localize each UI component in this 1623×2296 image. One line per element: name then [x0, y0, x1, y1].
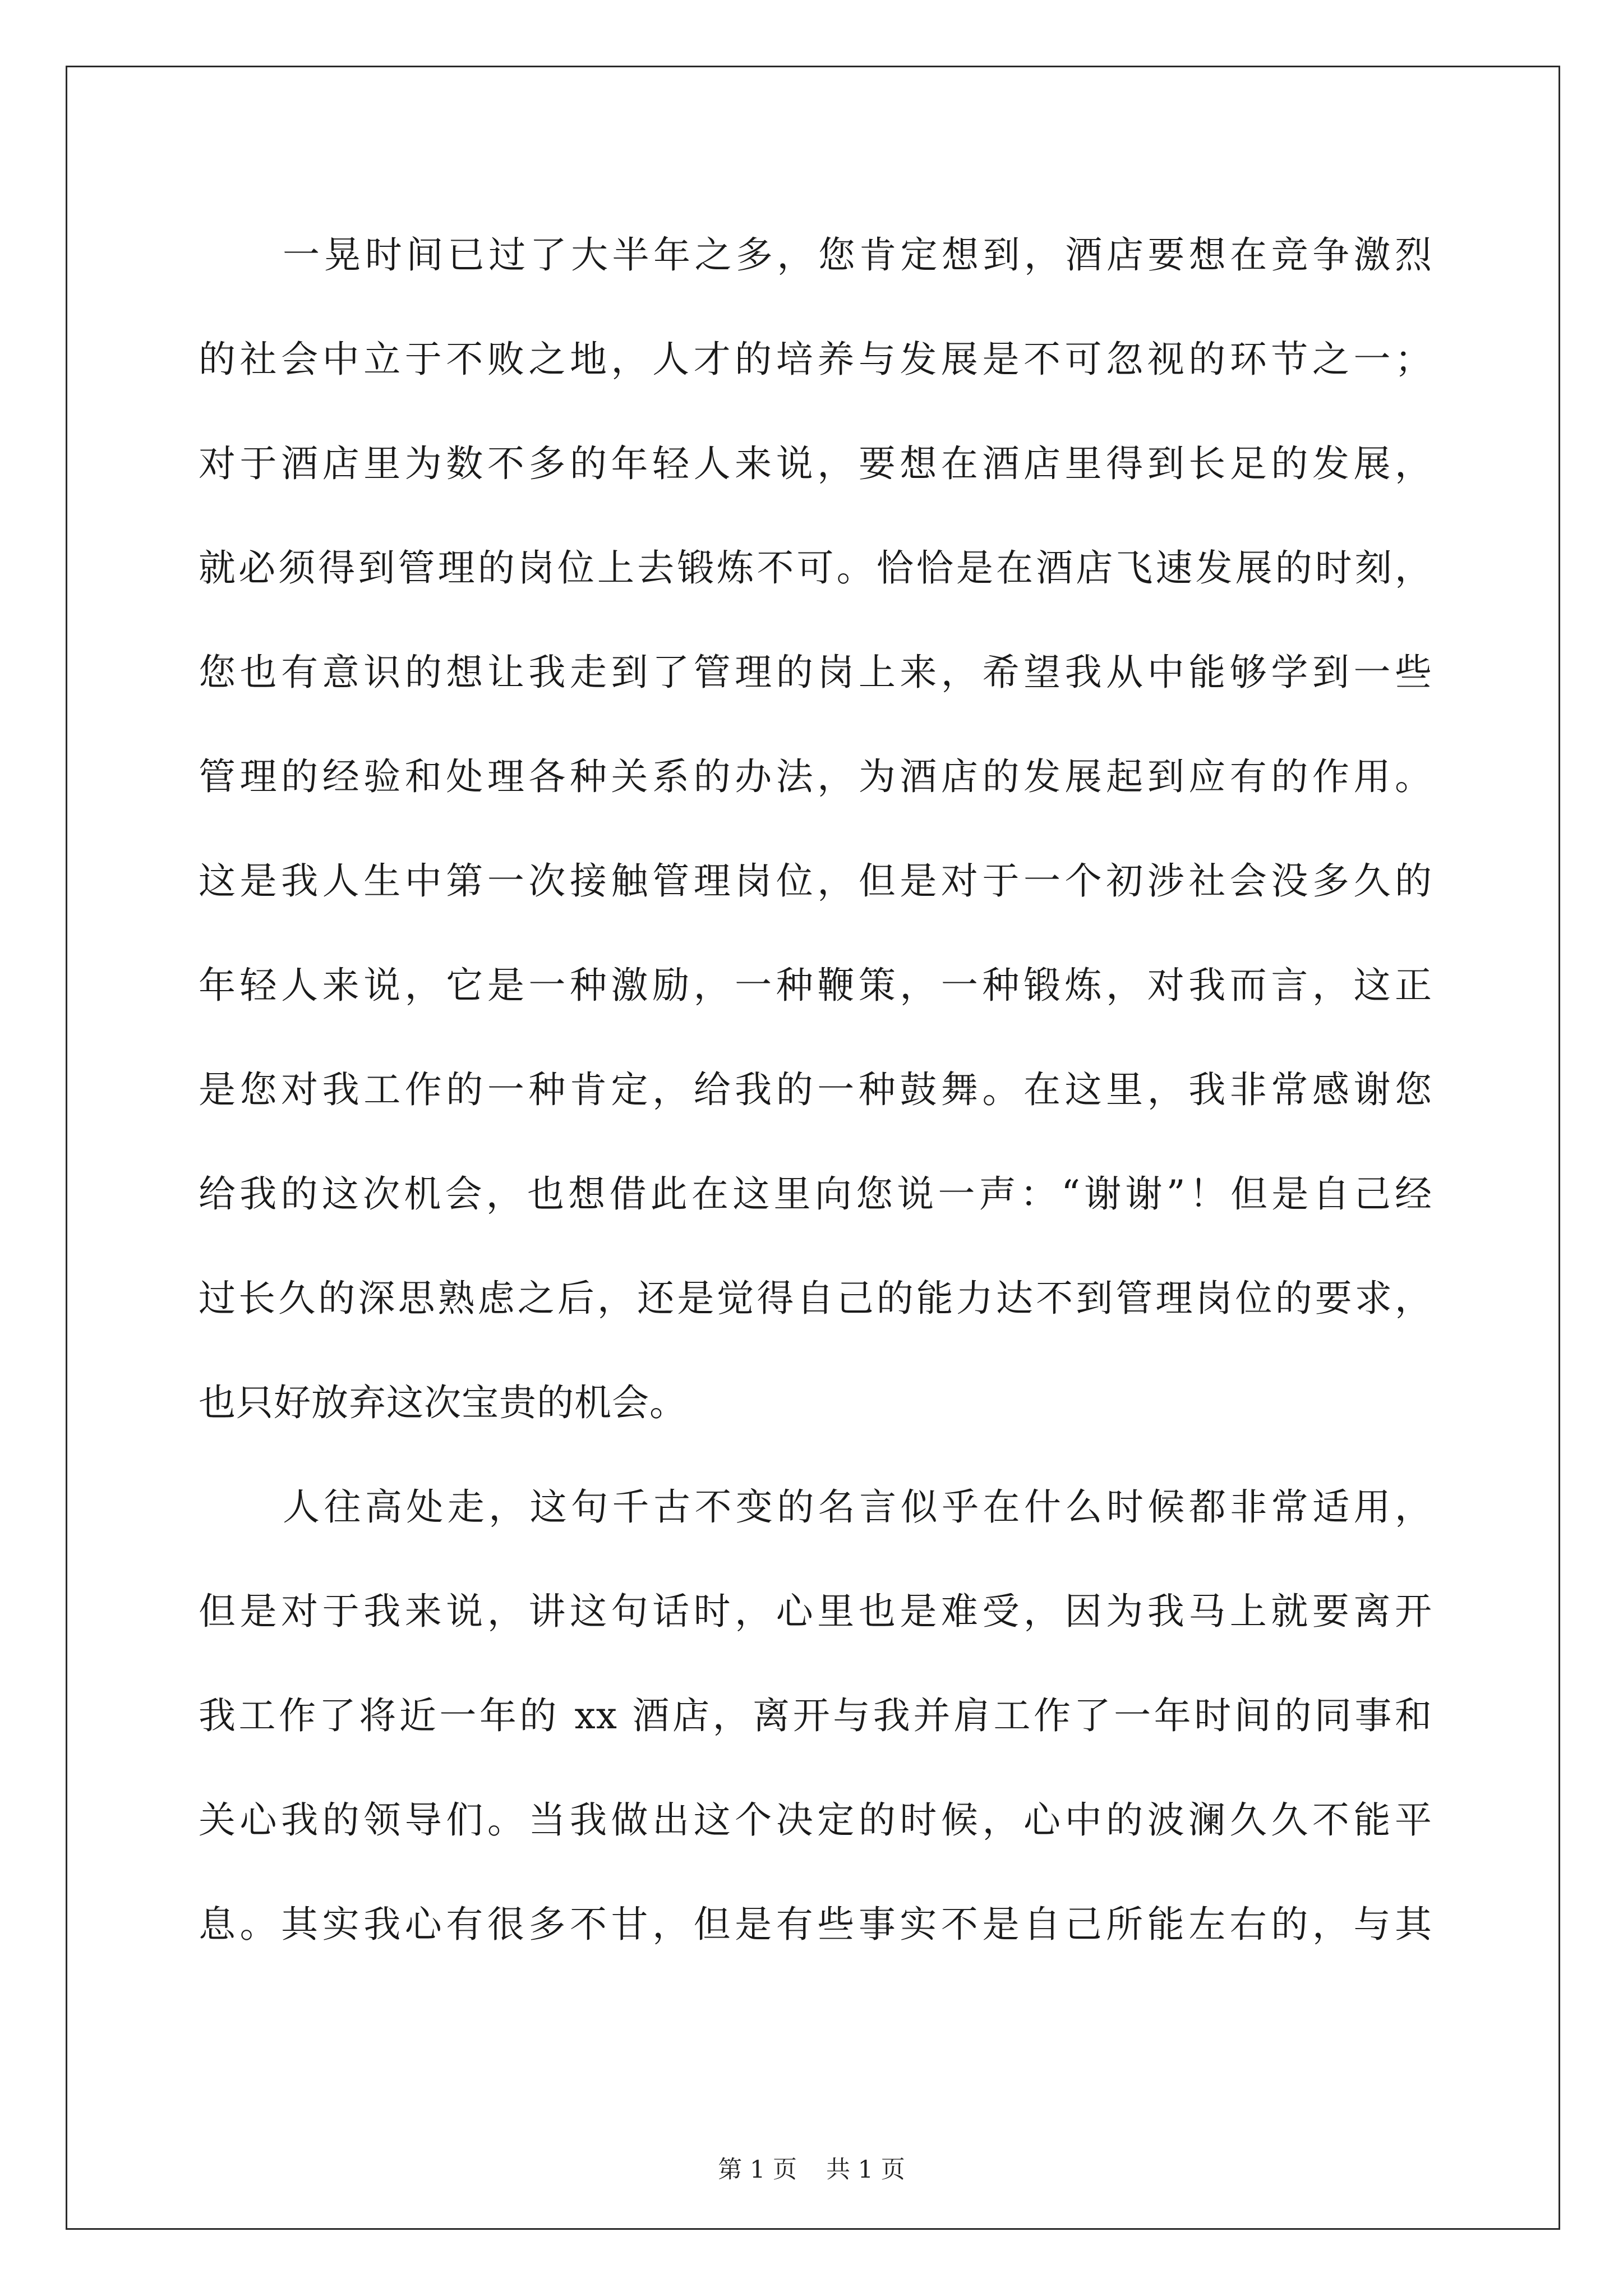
paragraph-line: 对于酒店里为数不多的年轻人来说，要想在酒店里得到长足的发展， [199, 442, 1432, 485]
paragraph-line: 一晃时间已过了大半年之多，您肯定想到，酒店要想在竞争激烈 [283, 233, 1432, 277]
paragraph-line: 息。其实我心有很多不甘，但是有些事实不是自己所能左右的，与其 [199, 1903, 1432, 1946]
paragraph-line: 年轻人来说，它是一种激励，一种鞭策，一种锻炼，对我而言，这正 [199, 964, 1432, 1007]
page-footer [0, 2153, 1623, 2187]
paragraph-line: 的社会中立于不败之地，人才的培养与发展是不可忽视的环节之一； [199, 338, 1432, 381]
paragraph-line: 人往高处走，这句千古不变的名言似乎在什么时候都非常适用， [283, 1485, 1432, 1529]
paragraph-line: 我工作了将近一年的 xx 酒店，离开与我并肩工作了一年时间的同事和 [199, 1694, 1432, 1737]
paragraph-line: 但是对于我来说，讲这句话时，心里也是难受，因为我马上就要离开 [199, 1590, 1432, 1633]
paragraph-line: 过长久的深思熟虑之后，还是觉得自己的能力达不到管理岗位的要求， [199, 1277, 1432, 1320]
paragraph-line: 这是我人生中第一次接触管理岗位，但是对于一个初涉社会没多久的 [199, 859, 1432, 903]
paragraph-line: 管理的经验和处理各种关系的办法，为酒店的发展起到应有的作用。 [199, 755, 1432, 798]
page-total: 共 1 页 [826, 2156, 905, 2184]
paragraph-line: 关心我的领导们。当我做出这个决定的时候，心中的波澜久久不能平 [199, 1798, 1432, 1842]
document-body [199, 216, 1432, 1990]
page-number: 第 1 页 [718, 2156, 797, 2184]
paragraph-line: 给我的这次机会，也想借此在这里向您说一声：“谢谢”！但是自己经 [199, 1172, 1432, 1216]
paragraph-line: 也只好放弃这次宝贵的机会。 [199, 1381, 687, 1424]
paragraph-line: 是您对我工作的一种肯定，给我的一种鼓舞。在这里，我非常感谢您 [199, 1068, 1432, 1111]
paragraph-line: 您也有意识的想让我走到了管理的岗上来，希望我从中能够学到一些 [199, 651, 1432, 694]
paragraph-line: 就必须得到管理的岗位上去锻炼不可。恰恰是在酒店飞速发展的时刻， [199, 546, 1432, 590]
